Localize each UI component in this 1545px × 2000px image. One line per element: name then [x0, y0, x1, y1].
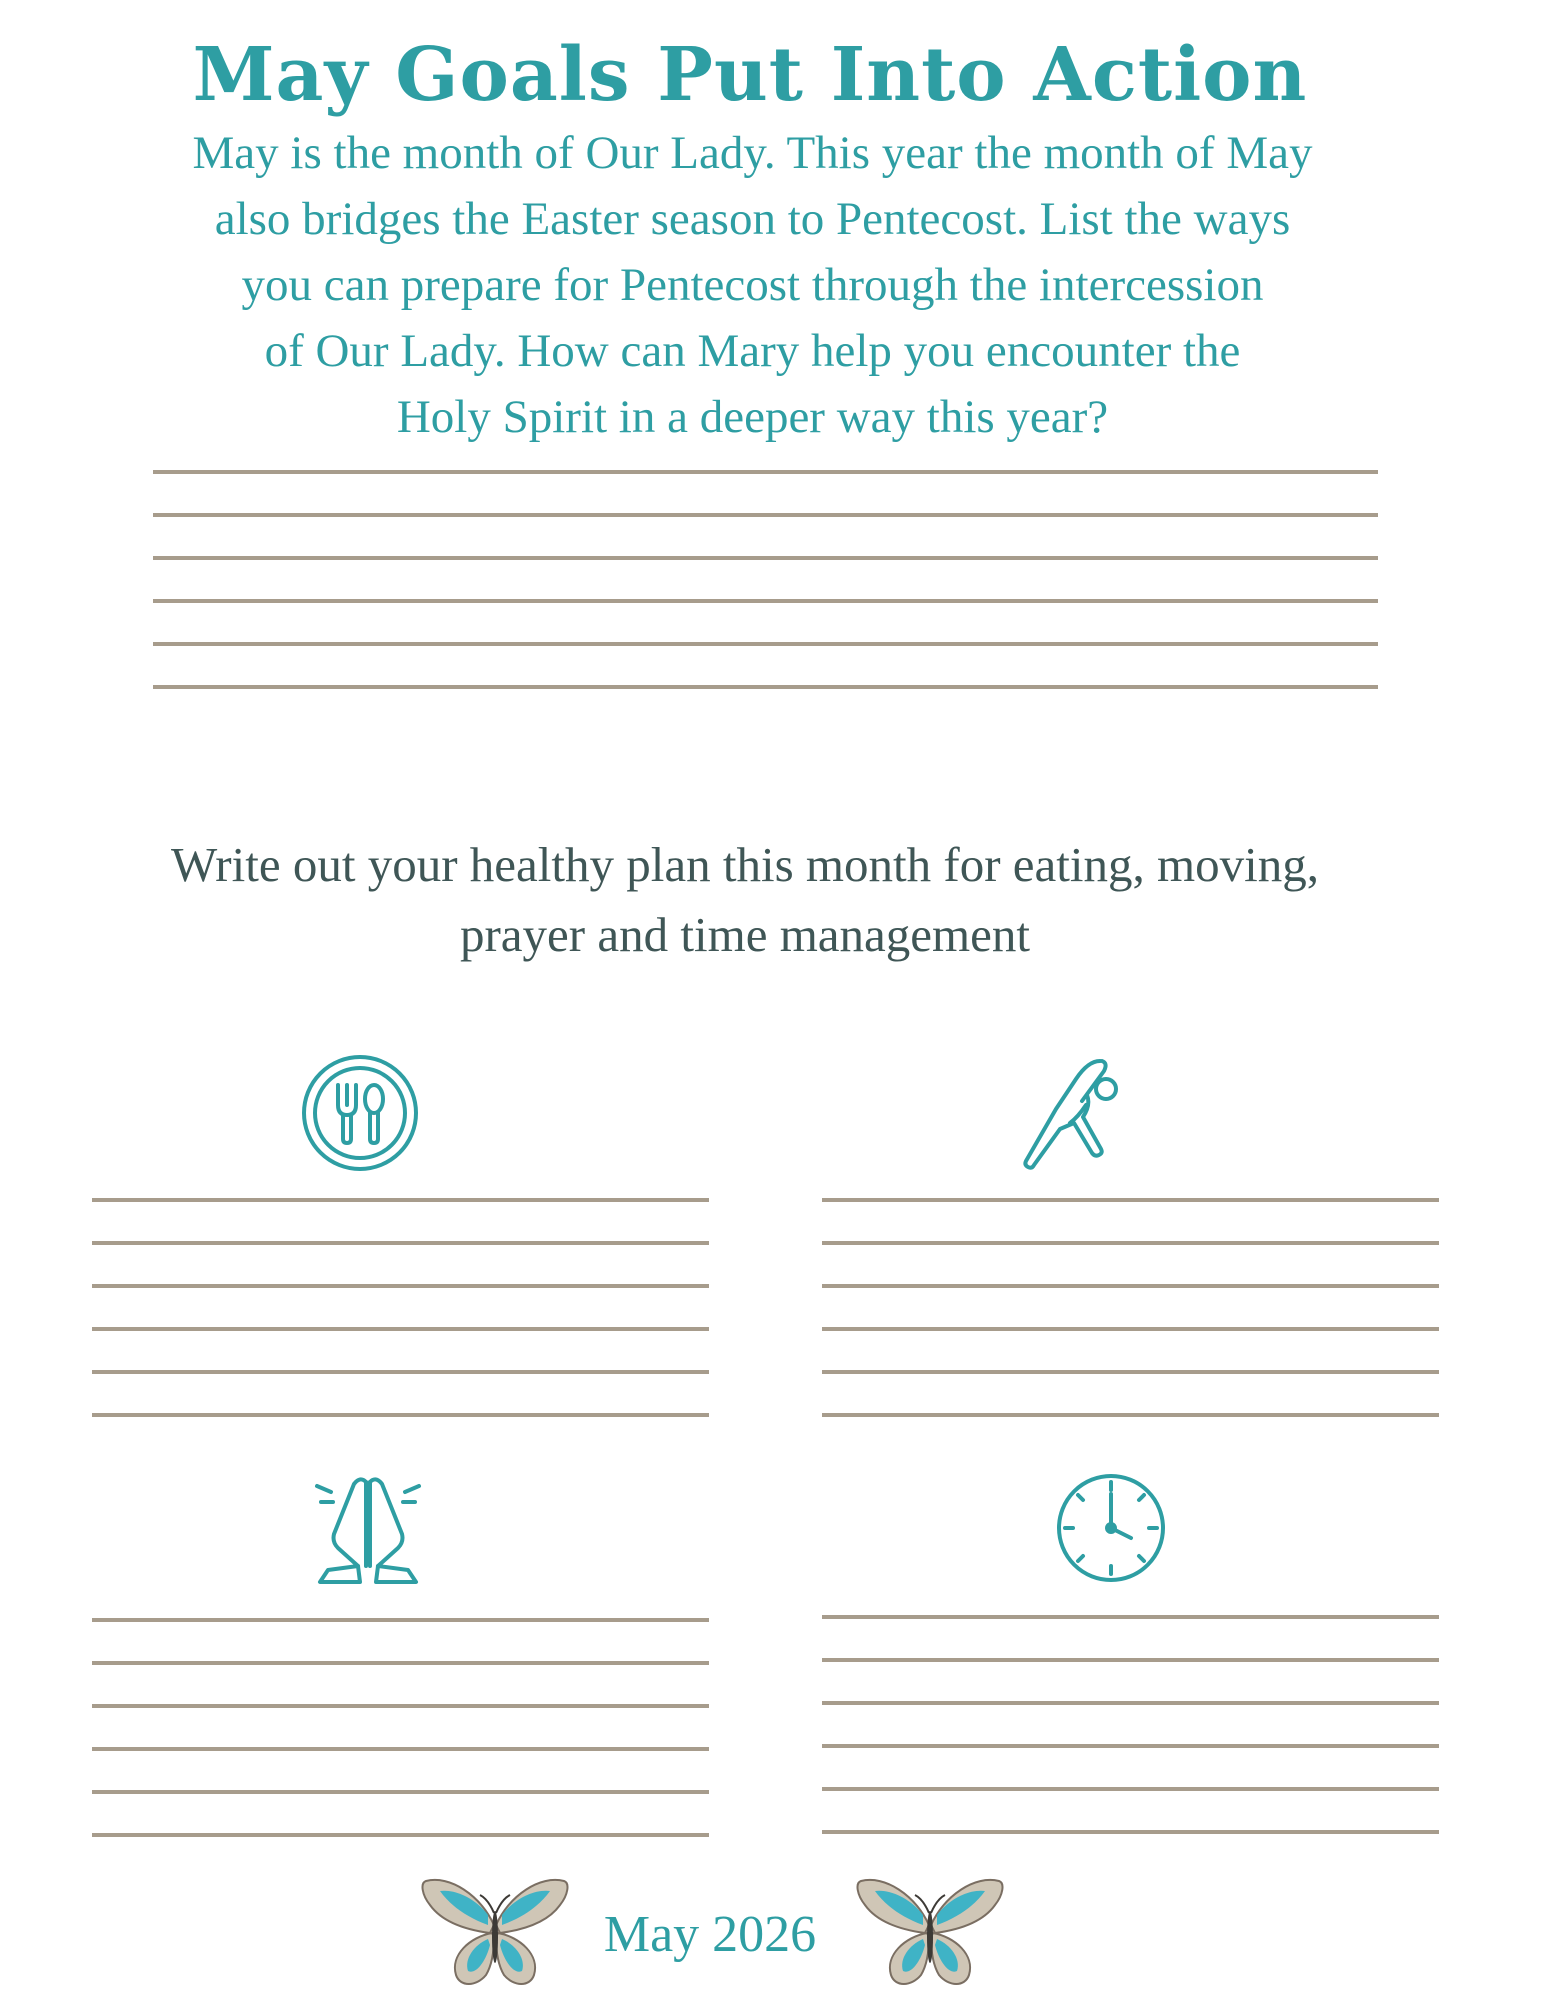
writing-line	[92, 1198, 709, 1202]
healthy-plan-heading	[60, 830, 1430, 970]
intro-paragraph	[120, 120, 1385, 450]
writing-line	[822, 1284, 1439, 1288]
writing-line	[92, 1833, 709, 1837]
moving-writing-lines[interactable]	[822, 1198, 1439, 1438]
writing-line	[153, 599, 1378, 603]
writing-line	[822, 1370, 1439, 1374]
writing-line	[822, 1701, 1439, 1705]
writing-line	[822, 1744, 1439, 1748]
page-title: May Goals Put Into Action	[192, 32, 1308, 118]
subheading-line: prayer and time management	[459, 907, 1031, 962]
writing-line	[822, 1830, 1439, 1834]
prayer-writing-lines[interactable]	[92, 1618, 709, 1858]
writing-line	[92, 1747, 709, 1751]
intro-line: May is the month of Our Lady. This year the month of May	[192, 127, 1313, 179]
yoga-stretch-icon	[1018, 1053, 1138, 1173]
fork-spoon-plate-icon	[300, 1053, 420, 1173]
butterfly-right-icon	[855, 1875, 1005, 1990]
clock-icon	[1055, 1472, 1167, 1584]
praying-hands-icon	[313, 1472, 423, 1587]
writing-line	[822, 1198, 1439, 1202]
writing-line	[92, 1790, 709, 1794]
writing-line	[92, 1661, 709, 1665]
eating-writing-lines[interactable]	[92, 1198, 709, 1438]
writing-line	[92, 1327, 709, 1331]
writing-line	[153, 470, 1378, 474]
intro-line: also bridges the Easter season to Pentecost. List the ways	[214, 193, 1291, 245]
writing-line	[92, 1618, 709, 1622]
writing-line	[92, 1413, 709, 1417]
writing-line	[153, 685, 1378, 689]
intro-line: you can prepare for Pentecost through the intercession	[241, 259, 1264, 311]
writing-line	[153, 556, 1378, 560]
writing-line	[822, 1327, 1439, 1331]
writing-line	[822, 1413, 1439, 1417]
time-management-writing-lines[interactable]	[822, 1615, 1439, 1855]
writing-line	[92, 1704, 709, 1708]
subheading-line: Write out your healthy plan this month for eating, moving,	[171, 837, 1319, 892]
writing-line	[92, 1370, 709, 1374]
intro-line: Holy Spirit in a deeper way this year?	[396, 391, 1109, 443]
writing-line	[822, 1658, 1439, 1662]
writing-line	[822, 1615, 1439, 1619]
writing-line	[153, 513, 1378, 517]
intro-line: of Our Lady. How can Mary help you encounter the	[264, 325, 1241, 377]
writing-line	[822, 1241, 1439, 1245]
writing-line	[822, 1787, 1439, 1791]
reflection-writing-lines[interactable]	[153, 470, 1378, 710]
writing-line	[153, 642, 1378, 646]
writing-line	[92, 1284, 709, 1288]
footer-date: May 2026	[603, 1906, 817, 1963]
writing-line	[92, 1241, 709, 1245]
